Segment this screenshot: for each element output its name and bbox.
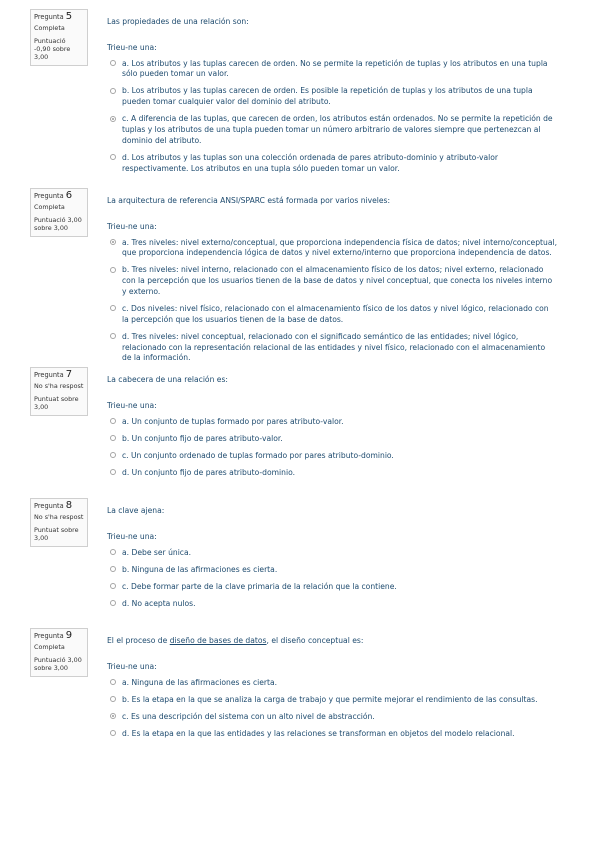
question-content — [107, 498, 557, 616]
radio-button[interactable] — [110, 305, 116, 311]
radio-button[interactable] — [110, 435, 116, 441]
answer-option-d[interactable]: d. Los atributos y las tuplas son una colección ordenada de pares atributo-dominio y atributo-valor respectivamente. Los atributos en una tupla sólo pueden tomar un valor. — [107, 153, 557, 175]
answer-option-a[interactable]: a. Tres niveles: nivel externo/conceptual, que proporciona independencia física de datos; nivel interno/conceptual, que proporciona independencia lógica de datos y nivel externo/interno que proporciona independencia de datos. — [107, 238, 557, 260]
question-text: Las propiedades de una relación son: — [107, 17, 249, 26]
question-grade: Puntuat sobre 3,00 — [34, 526, 79, 542]
question-content — [107, 188, 557, 370]
answer-option-b[interactable]: b. Es la etapa en la que se analiza la carga de trabajo y que permite mejorar el rendimiento de las consultas. — [107, 695, 557, 706]
radio-button[interactable] — [110, 333, 116, 339]
radio-button[interactable] — [110, 583, 116, 589]
question-number: Pregunta 5 — [34, 11, 73, 22]
question-state: Completa — [34, 24, 65, 32]
answer-prompt: Trieu-ne una: — [107, 221, 157, 231]
radio-button-selected[interactable] — [110, 239, 116, 245]
question-content — [107, 9, 557, 181]
question-state: No s'ha respost — [34, 382, 84, 390]
answer-option-a[interactable]: a. Ninguna de las afirmaciones es cierta. — [107, 678, 557, 689]
answer-prompt: Trieu-ne una: — [107, 661, 157, 671]
question-text: La arquitectura de referencia ANSI/SPARC está formada por varios niveles: — [107, 196, 391, 205]
answer-prompt: Trieu-ne una: — [107, 42, 157, 52]
answer-option-c[interactable]: c. Es una descripción del sistema con un alto nivel de abstracción. — [107, 712, 557, 723]
question-content — [107, 628, 557, 746]
radio-button[interactable] — [110, 452, 116, 458]
answer-option-b[interactable]: b. Los atributos y las tuplas carecen de orden. Es posible la repetición de tuplas y los atributos de una tupla pueden tomar cualquier valor del dominio del atributo. — [107, 86, 557, 108]
answer-option-b[interactable]: b. Un conjunto fijo de pares atributo-valor. — [107, 434, 557, 445]
radio-button[interactable] — [110, 154, 116, 160]
radio-button-selected[interactable] — [110, 116, 116, 122]
question-info — [30, 628, 88, 677]
answer-option-d[interactable]: d. Es la etapa en la que las entidades y las relaciones se transforman en objetos del modelo relacional. — [107, 729, 557, 740]
question-info — [30, 498, 88, 547]
question-info — [30, 188, 88, 237]
answer-option-b[interactable]: b. Ninguna de las afirmaciones es cierta. — [107, 565, 557, 576]
radio-button[interactable] — [110, 267, 116, 273]
answer-option-c[interactable]: c. Dos niveles: nivel físico, relacionado con el almacenamiento físico de los datos y nivel lógico, relacionado con la percepción que los usuarios tienen de la base de datos. — [107, 304, 557, 326]
radio-button[interactable] — [110, 418, 116, 424]
answer-list — [107, 548, 557, 610]
radio-button[interactable] — [110, 696, 116, 702]
radio-button[interactable] — [110, 600, 116, 606]
answer-prompt: Trieu-ne una: — [107, 531, 157, 541]
answer-list — [107, 59, 557, 175]
radio-button[interactable] — [110, 88, 116, 94]
answer-list — [107, 238, 557, 365]
question-grade: Puntuat sobre 3,00 — [34, 395, 79, 411]
answer-option-d[interactable]: d. No acepta nulos. — [107, 599, 557, 610]
answer-option-c[interactable]: c. Un conjunto ordenado de tuplas formado por pares atributo-dominio. — [107, 451, 557, 462]
radio-button[interactable] — [110, 730, 116, 736]
question-info — [30, 9, 88, 66]
glossary-link[interactable]: diseño de bases de datos — [169, 636, 267, 645]
question-text: La cabecera de una relación es: — [107, 375, 228, 384]
question-grade: Puntuació 3,00 sobre 3,00 — [34, 656, 82, 672]
answer-list — [107, 417, 557, 479]
question-text: El el proceso de diseño de bases de datos, el diseño conceptual es: — [107, 636, 364, 645]
answer-option-a[interactable]: a. Un conjunto de tuplas formado por pares atributo-valor. — [107, 417, 557, 428]
radio-button[interactable] — [110, 60, 116, 66]
question-number: Pregunta 9 — [34, 630, 73, 641]
question-number: Pregunta 6 — [34, 190, 73, 201]
answer-option-d[interactable]: d. Un conjunto fijo de pares atributo-dominio. — [107, 468, 557, 479]
answer-list — [107, 678, 557, 740]
question-number: Pregunta 8 — [34, 500, 73, 511]
question-state: Completa — [34, 203, 65, 211]
answer-option-a[interactable]: a. Los atributos y las tuplas carecen de orden. No se permite la repetición de tuplas y los atributos en una tupla sólo pueden tomar un valor. — [107, 59, 557, 81]
answer-option-d[interactable]: d. Tres niveles: nivel conceptual, relacionado con el significado semántico de las entidades; nivel lógico, relacionado con la representación relacional de las entidades y nivel físico, relacionado con el almacenamiento de la información. — [107, 332, 557, 364]
question-text: La clave ajena: — [107, 506, 165, 515]
question-state: Completa — [34, 643, 65, 651]
question-content — [107, 367, 557, 485]
answer-option-a[interactable]: a. Debe ser única. — [107, 548, 557, 559]
question-grade: Puntuació 3,00 sobre 3,00 — [34, 216, 82, 232]
radio-button[interactable] — [110, 549, 116, 555]
answer-option-c[interactable]: c. A diferencia de las tuplas, que carecen de orden, los atributos están ordenados. No se permite la repetición de tuplas y los atributos de una tupla pueden tomar un número arbitrario de valores siempre que pertenezcan al dominio del atributo. — [107, 114, 557, 146]
question-number: Pregunta 7 — [34, 369, 73, 380]
radio-button[interactable] — [110, 469, 116, 475]
question-info — [30, 367, 88, 416]
radio-button[interactable] — [110, 679, 116, 685]
answer-prompt: Trieu-ne una: — [107, 400, 157, 410]
answer-option-b[interactable]: b. Tres niveles: nivel interno, relacionado con el almacenamiento físico de los datos; nivel externo, relacionado con la percepción que los usuarios tienen de la base de datos y nivel conceptual, que conecta los niveles interno y externo. — [107, 265, 557, 297]
question-grade: Puntuació -0,90 sobre 3,00 — [34, 37, 71, 61]
radio-button-selected[interactable] — [110, 713, 116, 719]
radio-button[interactable] — [110, 566, 116, 572]
answer-option-c[interactable]: c. Debe formar parte de la clave primaria de la relación que la contiene. — [107, 582, 557, 593]
question-state: No s'ha respost — [34, 513, 84, 521]
